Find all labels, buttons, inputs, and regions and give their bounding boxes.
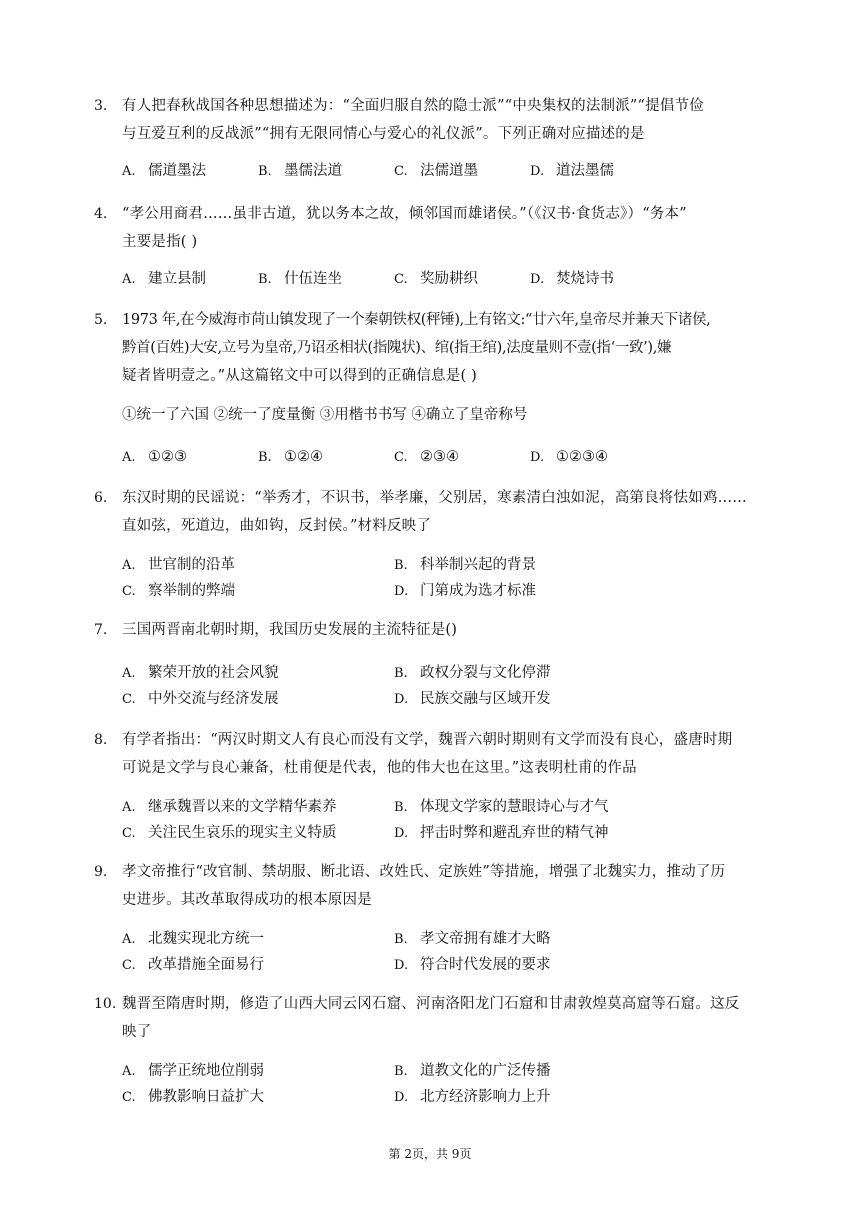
question-stem [122,858,784,914]
option-key: D. [394,692,409,707]
option-a[interactable] [122,926,264,953]
question-number: 4. [94,206,108,222]
question-4 [94,200,784,290]
options-row [122,578,784,604]
stem-line: 1973 年,在今威海市苘山镇发现了一个秦朝铁权(秤锤),上有铭文:“廿六年,皇帝尽并兼天下诸侯, [122,312,711,328]
stem-line: 有学者指出：“两汉时期文人有良心而没有文学，魏晋六朝时期则有文学而没有良心，盛唐时期 [122,732,733,748]
option-key: B. [394,558,408,573]
question-stem [122,306,784,390]
options-grid [122,552,784,604]
option-text: 北方经济影响力上升 [420,1089,551,1105]
question-number: 5. [94,312,108,328]
question-8 [94,726,784,846]
option-text: 门第成为选才标准 [420,583,536,599]
option-c[interactable] [394,446,459,469]
option-key: C. [122,1090,136,1105]
option-key: B. [258,450,272,465]
options-row [122,926,784,952]
option-key: D. [394,826,409,841]
option-text: 墨儒法道 [284,163,342,179]
option-d[interactable] [394,1084,551,1111]
option-text: ①②③④ [556,449,608,465]
option-key: A. [122,1064,136,1079]
option-text: 继承魏晋以来的文学精华素养 [148,799,337,815]
option-c[interactable] [122,1084,264,1111]
question-number: 8. [94,732,108,748]
options-grid [122,794,784,846]
stem-line: 史进步。其改革取得成功的根本原因是 [122,892,372,908]
option-key: D. [530,272,545,287]
options-row [122,1084,784,1110]
option-b[interactable] [258,446,323,469]
options-grid [122,1058,784,1110]
question-10 [94,990,784,1110]
option-text: 改革措施全面易行 [148,957,264,973]
option-key: B. [258,272,272,287]
option-a[interactable] [122,794,337,821]
option-d[interactable] [394,686,551,713]
option-text: 世官制的沿革 [148,557,235,573]
option-b[interactable] [394,660,551,687]
option-key: A. [122,272,136,287]
option-key: C. [394,164,408,179]
question-stem [122,616,784,644]
option-text: 法儒道墨 [420,163,478,179]
option-d[interactable] [394,820,609,847]
stem-line: 孝文帝推行“改官制、禁胡服、断北语、改姓氏、定族姓”等措施，增强了北魏实力，推动了历 [122,864,726,880]
option-c[interactable] [122,578,235,605]
option-text: 什伍连坐 [284,271,342,287]
options-row [122,268,784,290]
options-row [122,160,784,182]
option-b[interactable] [394,552,536,579]
option-key: B. [394,666,408,681]
option-a[interactable] [122,160,206,183]
option-key: A. [122,666,136,681]
option-key: A. [122,558,136,573]
option-a[interactable] [122,552,235,579]
options-grid [122,660,784,712]
stem-line: 直如弦，死道边，曲如钩，反封侯。”材料反映了 [122,518,432,534]
option-d[interactable] [530,446,608,469]
option-text: 孝文帝拥有雄才大略 [420,931,551,947]
stem-line: 疑者皆明壹之。”从这篇铭文中可以得到的正确信息是( ) [122,368,477,384]
option-b[interactable] [394,926,551,953]
stem-line: 主要是指( ) [122,234,198,250]
question-3 [94,92,784,182]
option-key: C. [122,826,136,841]
question-5 [94,306,784,468]
stem-line: “孝公用商君……虽非古道，犹以务本之故，倾邻国而雄诸侯。”（《汉书·食货志》）“务本” [122,206,687,222]
options-grid [122,926,784,978]
option-text: 科举制兴起的背景 [420,557,536,573]
option-key: C. [394,272,408,287]
option-text: ①②③ [148,449,187,465]
question-7 [94,616,784,712]
options-row [122,952,784,978]
option-b[interactable] [258,160,342,183]
options-row [122,794,784,820]
option-text: 中外交流与经济发展 [148,691,279,707]
option-text: 关注民生哀乐的现实主义特质 [148,825,337,841]
option-a[interactable] [122,446,187,469]
option-key: A. [122,164,136,179]
question-number: 7. [94,622,108,638]
option-key: D. [394,958,409,973]
option-key: C. [122,692,136,707]
option-text: 焚烧诗书 [556,271,614,287]
option-b[interactable] [258,268,342,291]
stem-line: 三国两晋南北朝时期，我国历史发展的主流特征是() [122,622,458,638]
question-stem [122,726,784,782]
option-c[interactable] [122,820,337,847]
options-row [122,1058,784,1084]
option-key: C. [394,450,408,465]
option-key: B. [394,1064,408,1079]
question-9 [94,858,784,978]
option-key: B. [394,800,408,815]
question-number: 10. [94,996,117,1012]
option-text: 道教文化的广泛传播 [420,1063,551,1079]
option-key: D. [530,450,545,465]
question-number: 6. [94,490,108,506]
stem-line: 东汉时期的民谣说：“举秀才，不识书，举孝廉，父别居，寒素清白浊如泥，高第良将怯如鸡…… [122,490,748,506]
question-stem [122,484,784,540]
option-key: A. [122,800,136,815]
page-footer: 第 2页，共 9页 [388,1147,472,1161]
option-c[interactable] [122,952,264,979]
option-a[interactable] [122,660,279,687]
option-text: 佛教影响日益扩大 [148,1089,264,1105]
option-text: 奖励耕织 [420,271,478,287]
options-row [122,686,784,712]
option-key: D. [394,1090,409,1105]
option-text: 北魏实现北方统一 [148,931,264,947]
option-text: 察举制的弊端 [148,583,235,599]
option-key: B. [394,932,408,947]
stem-line: 可说是文学与良心兼备，杜甫便是代表，他的伟大也在这里。”这表明杜甫的作品 [122,760,637,776]
option-c[interactable] [394,268,478,291]
option-key: A. [122,932,136,947]
option-a[interactable] [122,268,206,291]
options-row [122,660,784,686]
option-b[interactable] [394,794,609,821]
options-row [122,820,784,846]
question-stem [122,990,784,1046]
stem-line: 映了 [122,1024,152,1040]
option-text: ②③④ [420,449,459,465]
option-text: 抨击时弊和避乱弃世的精气神 [420,825,609,841]
option-key: D. [530,164,545,179]
stem-line: 有人把春秋战国各种思想描述为：“全面归服自然的隐士派”“中央集权的法制派”“提倡节俭 [122,98,704,114]
option-text: 政权分裂与文化停滞 [420,665,551,681]
statement-list: ①统一了六国 ②统一了度量衡 ③用楷书书写 ④确立了皇帝称号 [122,407,528,423]
stem-line: 与互爱互利的反战派”“拥有无限同情心与爱心的礼仪派”。下列正确对应描述的是 [122,126,645,142]
option-key: B. [258,164,272,179]
question-stem [122,200,784,256]
stem-line: 魏晋至隋唐时期，修造了山西大同云冈石窟、河南洛阳龙门石窟和甘肃敦煌莫高窟等石窟。这反 [122,996,740,1012]
option-c[interactable] [122,686,279,713]
option-key: C. [122,958,136,973]
option-text: 体现文学家的慧眼诗心与才气 [420,799,609,815]
option-b[interactable] [394,1058,551,1085]
option-text: 儒道墨法 [148,163,206,179]
option-c[interactable] [394,160,478,183]
option-text: 儒学正统地位削弱 [148,1063,264,1079]
options-row [122,446,784,468]
option-key: A. [122,450,136,465]
question-number: 9. [94,864,108,880]
option-key: C. [122,584,136,599]
option-d[interactable] [394,952,551,979]
option-d[interactable] [530,160,614,183]
options-row [122,552,784,578]
option-a[interactable] [122,1058,264,1085]
question-stem [122,92,784,148]
option-d[interactable] [530,268,614,291]
option-text: 符合时代发展的要求 [420,957,551,973]
question-6 [94,484,784,604]
option-text: 民族交融与区域开发 [420,691,551,707]
option-text: 建立县制 [148,271,206,287]
option-text: ①②④ [284,449,323,465]
option-d[interactable] [394,578,536,605]
option-text: 繁荣开放的社会风貌 [148,665,279,681]
option-key: D. [394,584,409,599]
option-text: 道法墨儒 [556,163,614,179]
question-number: 3. [94,98,108,114]
stem-line: 黔首(百姓)大安,立号为皇帝,乃诏丞相状(指隗状)、绾(指王绾),法度量则不壹(指‘一致’),嫌 [122,340,672,356]
